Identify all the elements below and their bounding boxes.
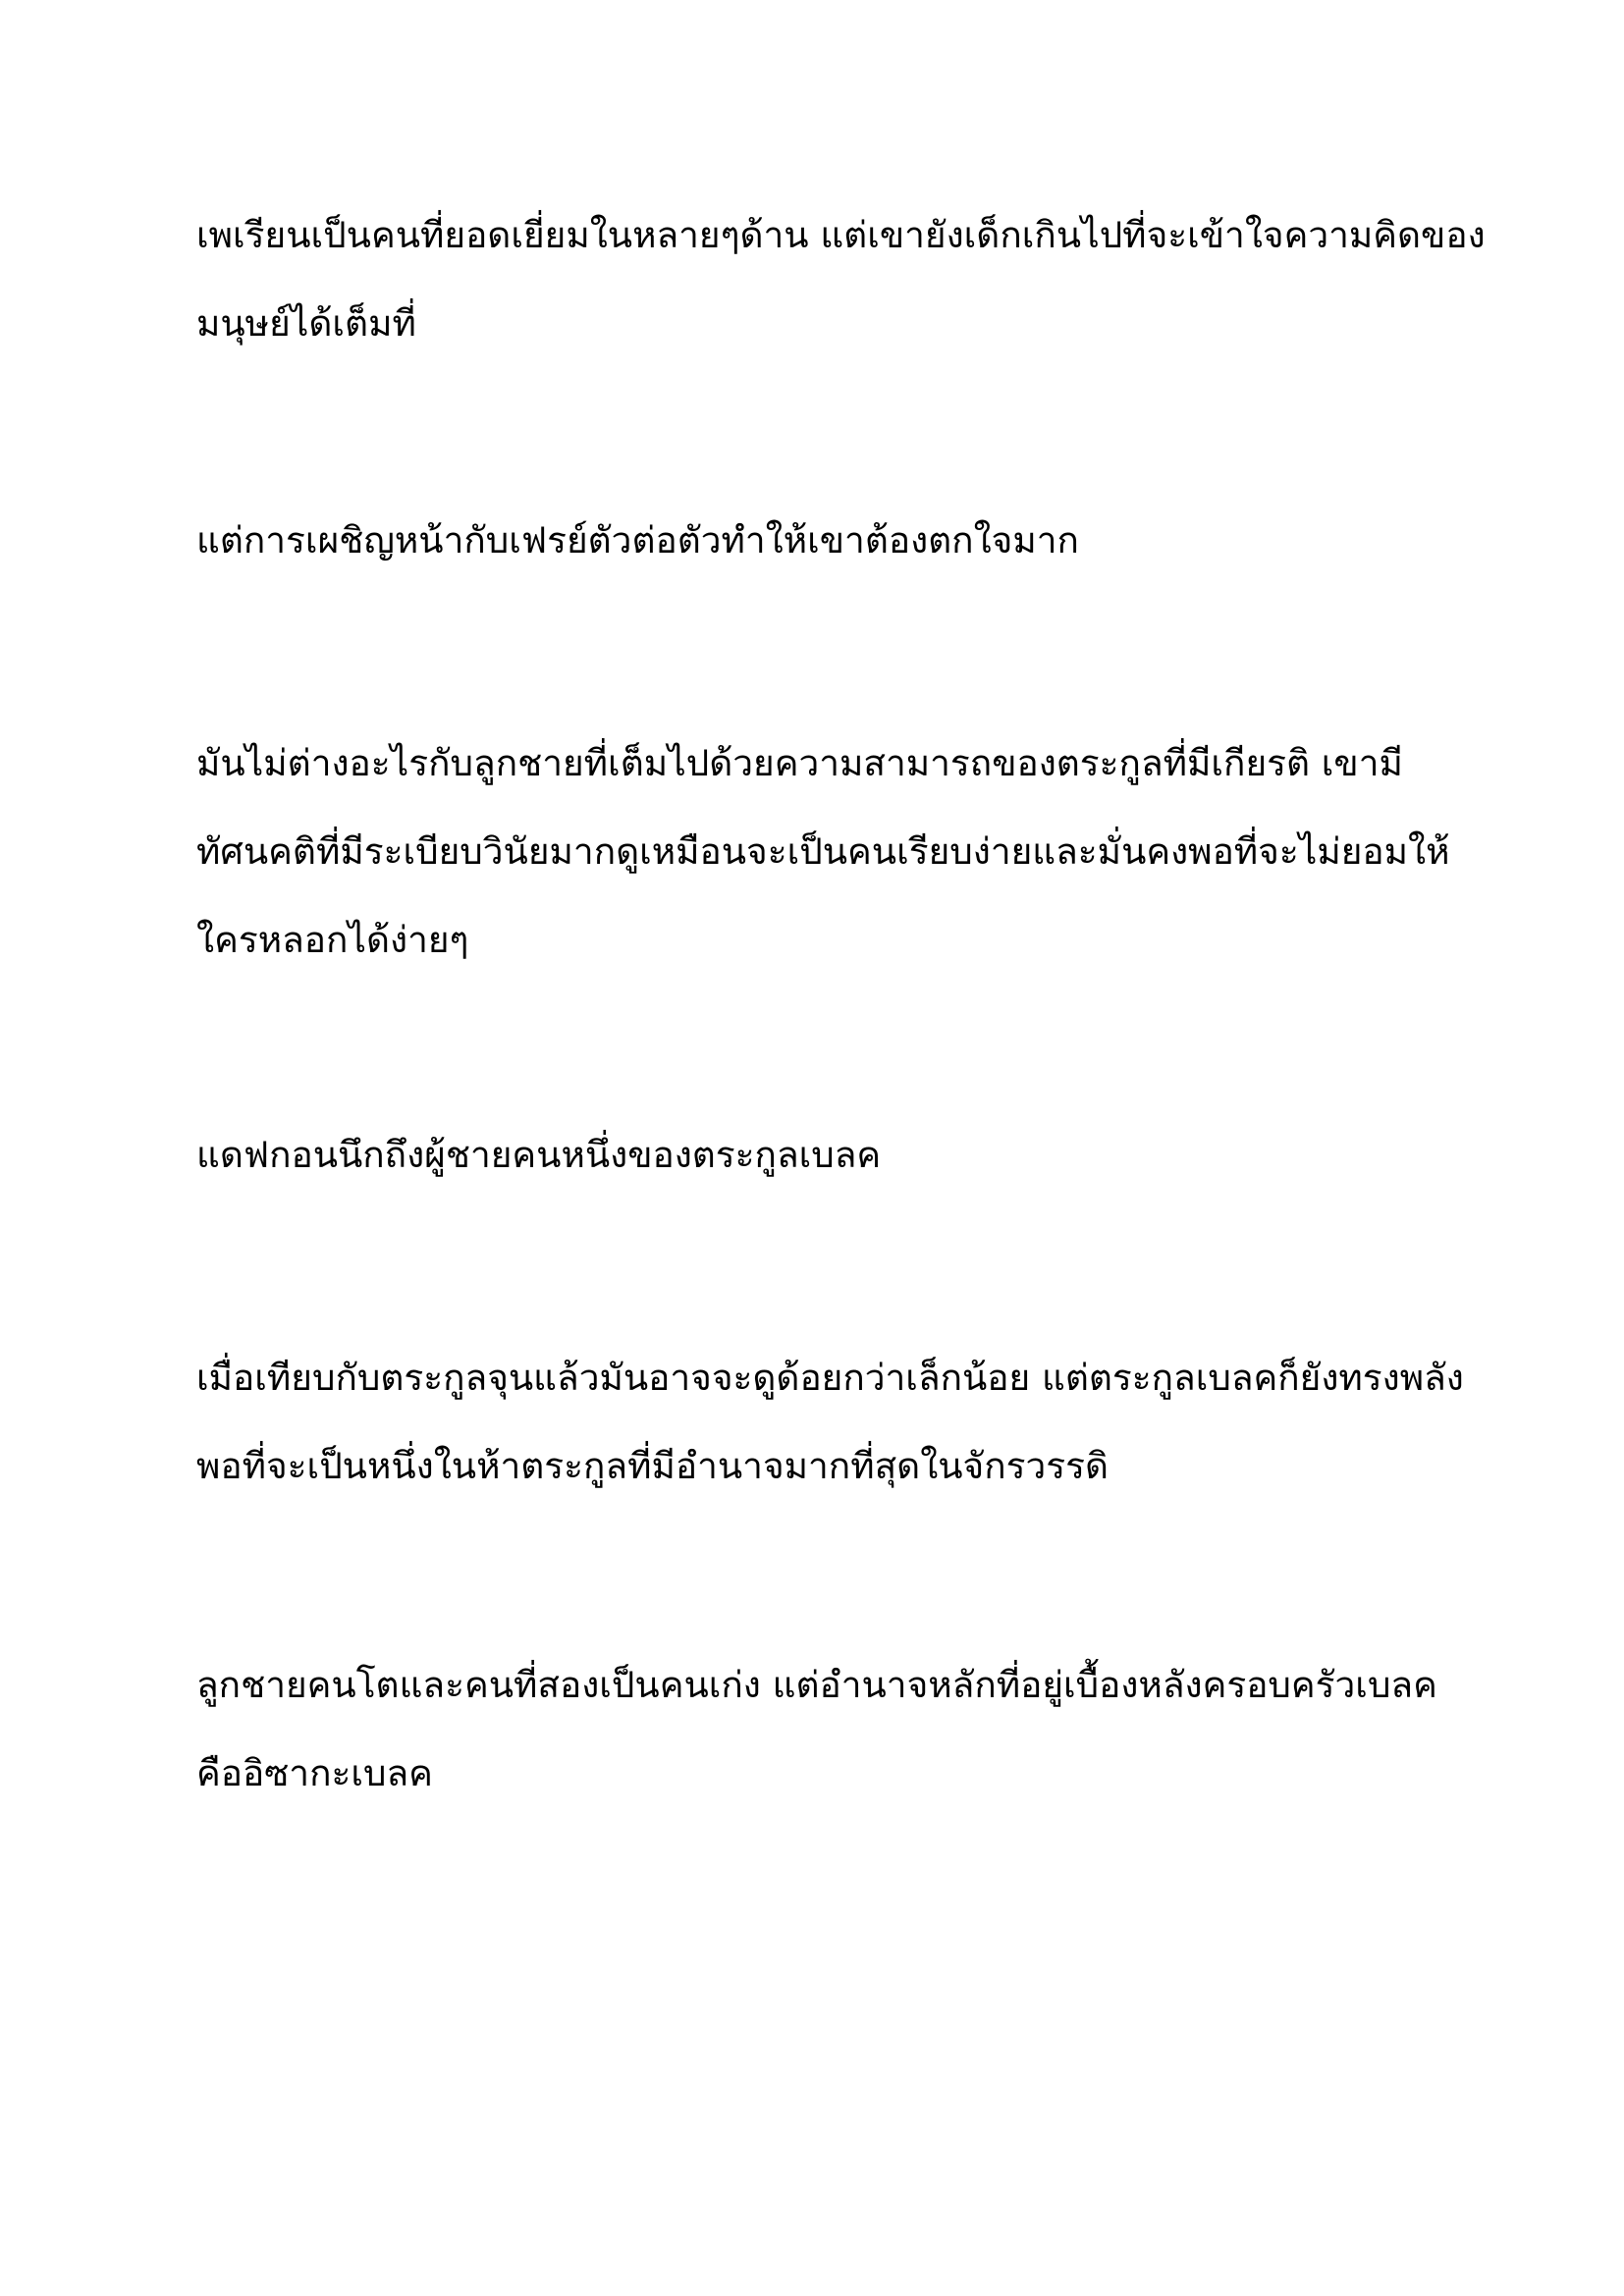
paragraph-1 bbox=[196, 191, 1486, 368]
paragraph-line: คืออิซากะเบลค bbox=[196, 1752, 433, 1794]
paragraph-6 bbox=[196, 1641, 1437, 1818]
paragraph-line: มนุษย์ได้เต็มที่ bbox=[196, 302, 416, 345]
paragraph-line: แต่การเผชิญหน้ากับเฟรย์ตัวต่อตัวทำให้เขาต้องตกใจมาก bbox=[196, 519, 1079, 561]
paragraph-5 bbox=[196, 1334, 1464, 1511]
paragraph-line: มันไม่ต่างอะไรกับลูกชายที่เต็มไปด้วยความสามารถของตระกูลที่มีเกียรติ เขามี bbox=[196, 742, 1403, 784]
paragraph-line: ลูกชายคนโตและคนที่สองเป็นคนเก่ง แต่อำนาจหลักที่อยู่เบื้องหลังครอบครัวเบลค bbox=[196, 1664, 1437, 1706]
paragraph-line: ใครหลอกได้ง่ายๆ bbox=[196, 919, 469, 961]
paragraph-line: ทัศนคติที่มีระเบียบวินัยมากดูเหมือนจะเป็นคนเรียบง่ายและมั่นคงพอที่จะไม่ยอมให้ bbox=[196, 830, 1450, 873]
paragraph-line: เมื่อเทียบกับตระกูลจุนแล้วมันอาจจะดูด้อยกว่าเล็กน้อย แต่ตระกูลเบลคก็ยังทรงพลัง bbox=[196, 1357, 1464, 1399]
paragraph-line: เพเรียนเป็นคนที่ยอดเยี่ยมในหลายๆด้าน แต่เขายังเด็กเกินไปที่จะเข้าใจความคิดของ bbox=[196, 214, 1486, 256]
paragraph-2 bbox=[196, 497, 1434, 585]
paragraph-3 bbox=[196, 720, 1450, 985]
paragraph-line: แดฟกอนนึกถึงผู้ชายคนหนึ่งของตระกูลเบลค bbox=[196, 1134, 882, 1176]
paragraph-line: พอที่จะเป็นหนึ่งในห้าตระกูลที่มีอำนาจมากที่สุดในจักรวรรดิ bbox=[196, 1445, 1110, 1487]
paragraph-4 bbox=[196, 1111, 1434, 1200]
